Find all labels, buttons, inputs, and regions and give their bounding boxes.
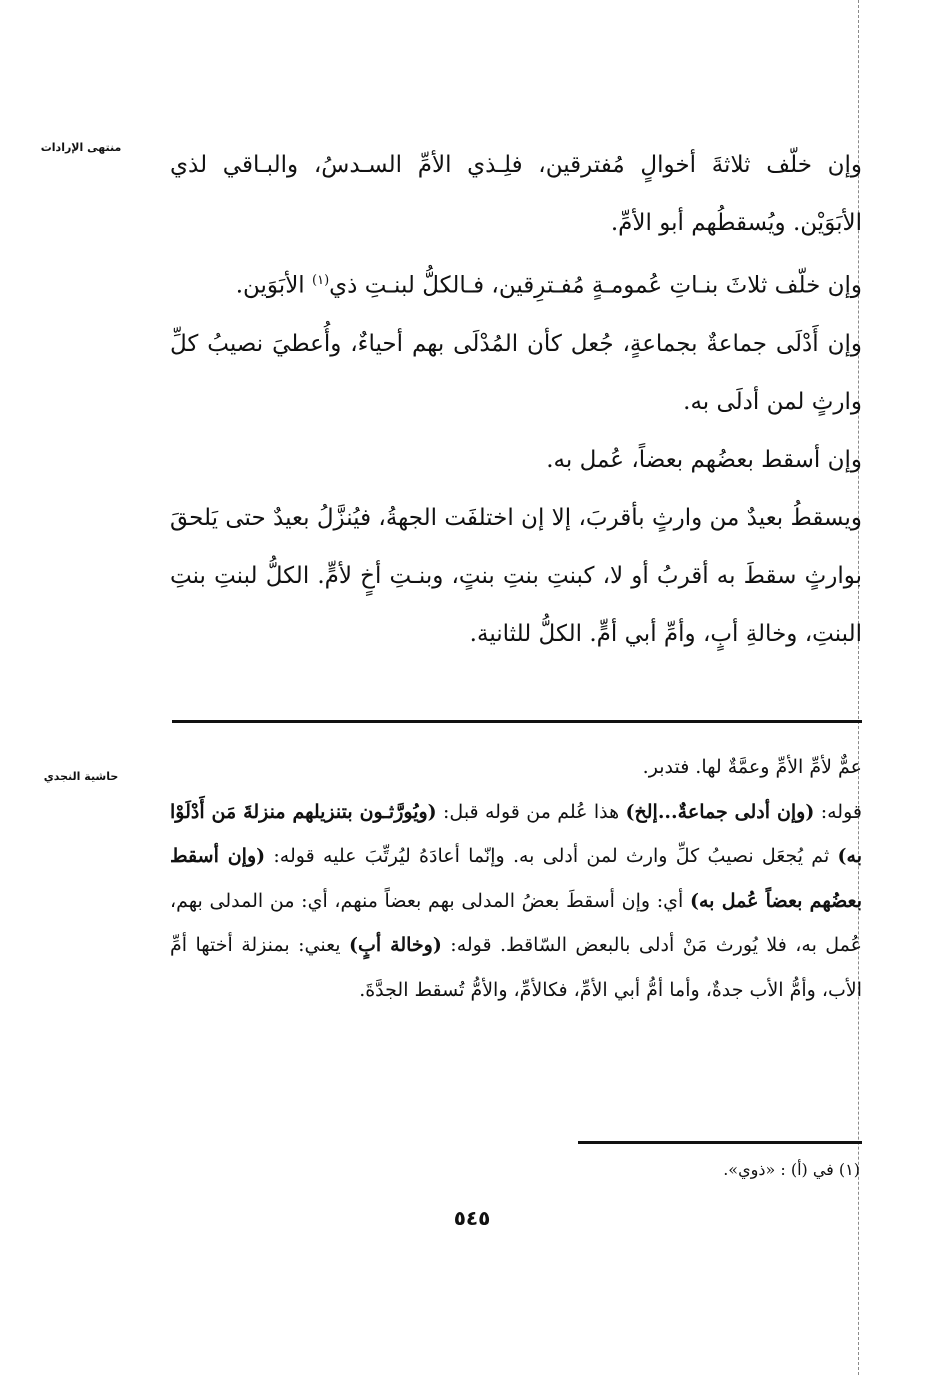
page-number: ٥٤٥ bbox=[453, 1206, 491, 1230]
footnote-marker: (١) bbox=[312, 273, 330, 288]
commentary-text-run: قوله: bbox=[814, 800, 862, 823]
commentary-paragraph-1: عمٌّ لأمِّ الأمِّ وعمَّةٌ لها. فتدبر. bbox=[642, 756, 862, 778]
main-paragraph-4: وإن أسقط بعضُهم بعضاً، عُمل به. bbox=[546, 446, 862, 473]
commentary-quote: (وإن أسقط بعضُهم بعضاً عُمل به) bbox=[170, 845, 863, 912]
margin-label-bottom: حاشية النجدي bbox=[43, 770, 119, 783]
main-paragraph-3: وإن أَدْلَى جماعةٌ بجماعةٍ، جُعل كأن المُدْلَى بهم أحياءٌ، وأُعطيَ نصيبُ كلِّ وارثٍ لمن أدلَى به. bbox=[170, 330, 862, 415]
footnote: (١) في (أ) : «ذوي». bbox=[723, 1160, 860, 1179]
commentary-quote: (وخالة أبٍ) bbox=[349, 934, 442, 956]
margin-label-top: منتهى الإرادات bbox=[40, 141, 122, 154]
section-divider bbox=[172, 720, 862, 723]
main-paragraph-1: وإن خلّف ثلاثةَ أخوالٍ مُفترقين، فلِـذي الأمِّ السـدسُ، والبـاقي لذي الأبَوَيْن. ويُسقطُهم أبو الأمِّ. bbox=[170, 152, 862, 236]
commentary-text-run: هذا عُلم من قوله قبل: bbox=[436, 800, 626, 823]
main-paragraph-2 bbox=[170, 252, 862, 315]
commentary-quote: (ويُورَّثـون بتنزيلهم منزلةَ مَن أَدْلَوْا به) bbox=[170, 800, 862, 867]
main-paragraph-2-part-b: الأبَوَين. bbox=[235, 272, 313, 299]
commentary-text bbox=[170, 745, 862, 1012]
commentary-paragraph-2 bbox=[170, 790, 862, 1013]
main-paragraph-2-part-a: وإن خلّف ثلاثَ بنـاتِ عُمومـةٍ مُفـترِقين، فـالكلُّ لبنـتِ ذي bbox=[329, 272, 862, 299]
commentary-text-run: يعني: بمنزلة أختها أمِّ الأب، وأمُّ الأب جدةٌ، وأما أمُّ أبي الأمِّ، فكالأمِّ، والأمُّ تُسقط الجدَّةَ. bbox=[170, 934, 862, 1001]
footnote-divider bbox=[578, 1141, 862, 1144]
main-text bbox=[170, 136, 862, 663]
commentary-text-run: أي: وإن أسقطَ بعضُ المدلى بهم بعضاً منهم، أي: من المدلى بهم، عُمل به، فلا يُورث مَنْ أدلى بالبعض السّاقط. قوله: bbox=[170, 889, 863, 956]
main-paragraph-5: ويسقطُ بعيدٌ من وارثٍ بأقربَ، إلا إن اختلفَت الجهةُ، فيُنزَّلُ بعيدٌ حتى يَلحقَ بوارثٍ سقطَ به أقربُ أو لا، كبنتِ بنتِ بنتٍ، وبنـتِ أخٍ لأمٍّ. الكلُّ لبنتِ بنتِ البنتِ، وخالةِ أبٍ، وأمِّ أبي أمٍّ. الكلُّ للثانية. bbox=[170, 504, 862, 647]
commentary-text-run: ثم يُجعَل نصيبُ كلِّ وارث لمن أدلى به. وإنّما أعادَهُ ليُرتِّبَ عليه قوله: bbox=[265, 845, 838, 867]
commentary-quote: (وإن أدلى جماعةٌ...إلخ) bbox=[625, 800, 815, 823]
